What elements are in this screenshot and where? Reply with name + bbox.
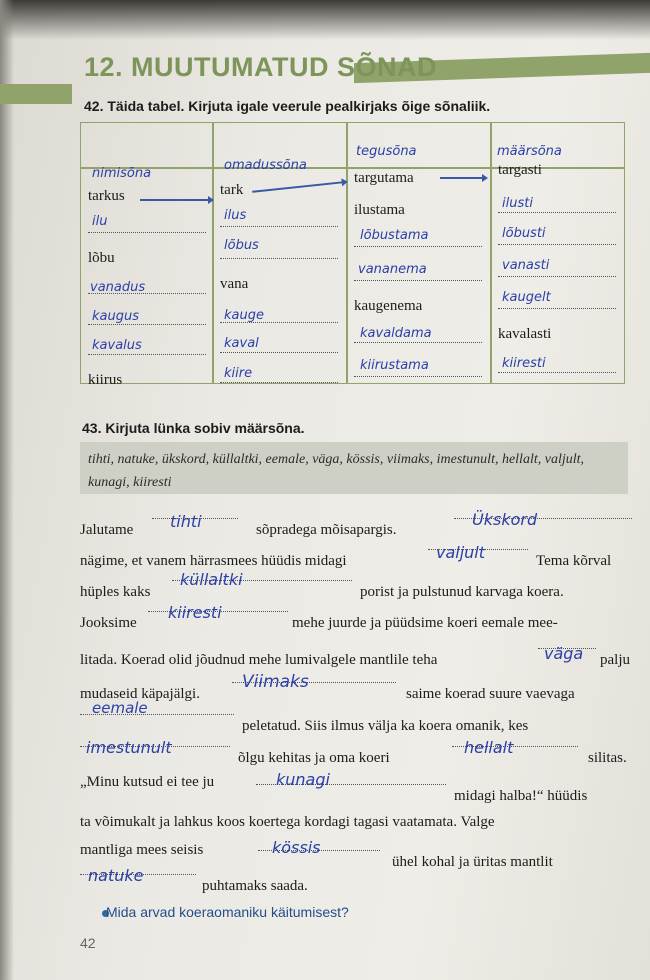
text-segment: midagi halba!“ hüüdis — [454, 788, 588, 804]
answer-line — [354, 376, 482, 377]
answer-6: väga — [544, 644, 584, 663]
cell-col4-row4: vanasti — [502, 258, 550, 273]
cell-col1-row4: vanadus — [90, 280, 146, 295]
text-segment: Tema kõrval — [536, 553, 612, 569]
text-segment: Jalutame — [80, 522, 134, 538]
text-segment: palju — [600, 652, 630, 668]
answer-11: kunagi — [276, 770, 330, 789]
text-segment: silitas. — [588, 750, 627, 766]
text-line-3 — [80, 570, 635, 604]
answer-line — [88, 293, 206, 294]
cell-col4-row2: ilusti — [502, 196, 533, 211]
cell-col4-row3: lõbusti — [502, 226, 546, 241]
answer-line — [220, 352, 338, 353]
answer-line — [220, 322, 338, 323]
cell-col1-row5: kaugus — [92, 309, 139, 324]
header-col1: nimisõna — [92, 166, 152, 181]
cell-col2-row7: kiire — [224, 366, 253, 381]
word-bank — [80, 442, 628, 494]
text-segment: porist ja pulstunud karvaga koera. — [360, 584, 564, 600]
text-line-6 — [80, 672, 635, 706]
cell-col3-row2: ilustama — [354, 202, 405, 218]
answer-7: Viimaks — [242, 672, 309, 692]
cell-col1-row2: ilu — [92, 214, 108, 229]
cell-col2-row1: tark — [220, 182, 244, 198]
cell-col3-row4: vananema — [358, 262, 427, 277]
text-segment: hüples kaks — [80, 584, 151, 600]
cell-col2-row3: lõbus — [224, 238, 259, 253]
answer-line — [220, 258, 338, 259]
header-col4: määrsõna — [497, 144, 562, 159]
text-segment: peletatud. Siis ilmus välja ka koera omanik, kes — [242, 718, 529, 734]
text-line-7 — [80, 699, 635, 738]
cell-col1-row6: kavalus — [92, 338, 142, 353]
text-line-12 — [80, 866, 635, 898]
answer-2: Ükskord — [472, 510, 538, 529]
answer-line — [354, 246, 482, 247]
chapter-title: 12. MUUTUMATUD SÕNAD — [84, 52, 437, 82]
text-segment: ühel kohal ja üritas mantlit — [392, 854, 553, 870]
answer-line — [354, 280, 482, 281]
binding-shadow — [0, 0, 14, 980]
cell-col2-row6: kaval — [224, 336, 259, 351]
answer-line — [498, 308, 616, 309]
cell-col4-row7: kiiresti — [502, 356, 546, 371]
cell-col2-row5: kauge — [224, 308, 264, 323]
cell-col3-row1: targutama — [354, 170, 414, 186]
answer-8: eemale — [92, 699, 148, 717]
answer-13: natuke — [88, 866, 144, 885]
text-line-11 — [80, 838, 635, 870]
cell-col1-row1: tarkus — [88, 188, 125, 204]
exercise-42-heading: 42. Täida tabel. Kirjuta igale veerule pealkirjaks õige sõnaliik. — [84, 98, 491, 114]
text-segment: õlgu kehitas ja oma koeri — [238, 750, 390, 766]
text-segment: saime koerad suure vaevaga — [406, 686, 575, 702]
text-segment: litada. Koerad olid jõudnud mehe lumivalgele mantlile teha — [80, 652, 438, 668]
text-segment: ta võimukalt ja lahkus koos koertega kordagi tagasi vaatamata. Valge — [80, 814, 495, 830]
word-bank-text: tihti, natuke, ükskord, küllaltki, eemale, väga, kössis, viimaks, imestunult, hellalt, valjult, kunagi, kiiresti — [88, 452, 585, 490]
cell-col3-row7: kiirustama — [360, 358, 429, 373]
text-line-9 — [80, 770, 635, 804]
cell-col3-row5: kaugenema — [354, 298, 423, 314]
answer-line — [220, 382, 338, 383]
answer-line — [88, 324, 206, 325]
answer-1: tihti — [170, 512, 202, 531]
answer-line — [354, 342, 482, 343]
text-segment: Jooksime — [80, 615, 137, 631]
cell-col4-row5: kaugelt — [502, 290, 551, 305]
arrow-right-icon — [440, 177, 484, 179]
answer-line — [88, 232, 206, 233]
answer-5: kiiresti — [168, 603, 222, 622]
cell-col4-row6: kavalasti — [498, 326, 552, 342]
text-segment: nägime, et vanem härrasmees hüüdis midagi — [80, 553, 347, 569]
cell-col3-row6: kavaldama — [360, 326, 432, 341]
text-line-1 — [80, 510, 635, 542]
table-col-divider — [212, 123, 214, 383]
answer-4: küllaltki — [180, 570, 243, 589]
cell-col2-row4: vana — [220, 276, 249, 292]
table-col-divider — [346, 123, 348, 383]
cell-col2-row2: ilus — [224, 208, 247, 223]
page-number: 42 — [80, 935, 96, 951]
answer-line — [220, 226, 338, 227]
header-col2: omadussõna — [224, 158, 307, 173]
text-line-5 — [80, 644, 635, 672]
answer-line — [498, 276, 616, 277]
cell-col3-row3: lõbustama — [360, 228, 429, 243]
answer-9: imestunult — [86, 738, 172, 757]
text-segment: mehe juurde ja püüdsime koeri eemale mee- — [292, 615, 558, 631]
text-segment: „Minu kutsud ei tee ju — [80, 774, 215, 790]
text-segment: sõpradega mõisapargis. — [256, 522, 397, 538]
answer-12: kössis — [272, 838, 321, 857]
table-col-divider — [490, 123, 492, 383]
text-line-2 — [80, 543, 635, 573]
cell-col4-row1: targasti — [498, 162, 542, 178]
text-line-4 — [80, 603, 635, 635]
answer-line — [88, 354, 206, 355]
top-shadow — [0, 0, 650, 40]
chapter-bar-left — [0, 84, 72, 104]
header-col3: tegusõna — [356, 144, 417, 159]
cell-col1-row3: lõbu — [88, 250, 115, 266]
arrow-right-icon — [140, 199, 210, 201]
answer-line — [498, 372, 616, 373]
text-line-8 — [80, 738, 635, 770]
answer-3: valjult — [436, 543, 486, 562]
text-segment: mantliga mees seisis — [80, 842, 204, 858]
answer-line — [498, 212, 616, 213]
exercise-43-heading: 43. Kirjuta lünka sobiv määrsõna. — [82, 420, 305, 436]
answer-line — [498, 244, 616, 245]
word-table — [80, 122, 625, 384]
table-header-divider — [81, 167, 624, 169]
reflection-question: Mida arvad koeraomaniku käitumisest? — [106, 904, 349, 920]
text-segment: puhtamaks saada. — [202, 878, 308, 894]
text-line-10 — [80, 810, 635, 834]
text-segment: mudaseid käpajälgi. — [80, 686, 200, 702]
answer-10: hellalt — [464, 738, 514, 757]
cell-col1-row7: kiirus — [88, 372, 123, 388]
